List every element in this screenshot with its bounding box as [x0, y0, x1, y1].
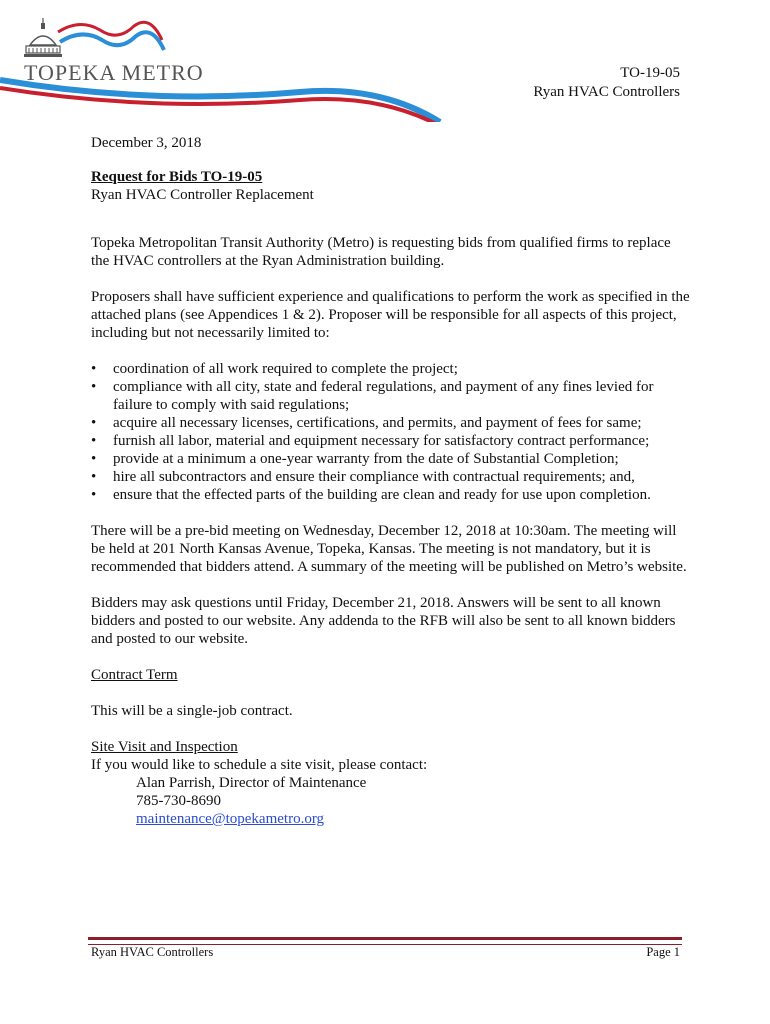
questions-paragraph: Bidders may ask questions until Friday, December 21, 2018. Answers will be sent to all known bidders and posted to our website. Any addenda to the RFB will also be sent to all known bidders and posted to our website.	[91, 595, 676, 647]
list-item: • furnish all labor, material and equipment necessary for satisfactory contract performance;	[91, 432, 691, 450]
logo-graphic	[0, 10, 445, 122]
letter-body	[91, 134, 691, 828]
list-item: • acquire all necessary licenses, certifications, and permits, and payment of fees for same;	[91, 414, 691, 432]
contact-email-link[interactable]: maintenance@topekametro.org	[136, 811, 325, 827]
capitol-dome-icon	[24, 18, 62, 57]
list-item: • ensure that the effected parts of the building are clean and ready for use upon completion.	[91, 486, 691, 504]
reference-number: TO-19-05	[620, 65, 680, 81]
list-item: • provide at a minimum a one-year warranty from the date of Substantial Completion;	[91, 450, 691, 468]
contract-term-heading: Contract Term	[91, 667, 178, 683]
list-item: • compliance with all city, state and federal regulations, and payment of any fines levied for failure to comply with said regulations;	[91, 378, 691, 414]
letter-subject: Request for Bids TO-19-05	[91, 169, 263, 185]
intro-paragraph: Topeka Metropolitan Transit Authority (Metro) is requesting bids from qualified firms to replace the HVAC controllers at the Ryan Administration building.	[91, 235, 671, 269]
letter-date: December 3, 2018	[91, 135, 202, 151]
contract-term-text: This will be a single-job contract.	[91, 703, 293, 719]
contact-name: Alan Parrish, Director of Maintenance	[136, 775, 367, 791]
footer-title: Ryan HVAC Controllers	[91, 945, 214, 959]
reference-title: Ryan HVAC Controllers	[533, 84, 680, 100]
prebid-paragraph: There will be a pre-bid meeting on Wednesday, December 12, 2018 at 10:30am. The meeting will be held at 201 North Kansas Avenue, Topeka, Kansas. The meeting is not mandatory, but it is recommended that bidders attend. A summary of the meeting will be published on Metro’s website.	[91, 523, 687, 575]
topeka-metro-logo	[0, 10, 445, 122]
page-number: Page 1	[646, 945, 680, 959]
footer-divider	[88, 937, 682, 945]
list-item: • coordination of all work required to complete the project;	[91, 360, 691, 378]
responsibilities-list	[91, 360, 691, 504]
contact-phone: 785-730-8690	[136, 793, 221, 809]
letter-subtitle: Ryan HVAC Controller Replacement	[91, 187, 314, 203]
proposers-paragraph: Proposers shall have sufficient experience and qualifications to perform the work as specified in the attached plans (see Appendices 1 & 2). Proposer will be responsible for all aspects of this project, including but not necessarily limited to:	[91, 289, 690, 341]
site-visit-text: If you would like to schedule a site visit, please contact:	[91, 757, 428, 773]
list-item: • hire all subcontractors and ensure their compliance with contractual requirements; and,	[91, 468, 691, 486]
site-visit-heading: Site Visit and Inspection	[91, 739, 238, 755]
document-reference	[533, 64, 680, 102]
svg-text:TOPEKA METRO: TOPEKA METRO	[24, 60, 204, 85]
